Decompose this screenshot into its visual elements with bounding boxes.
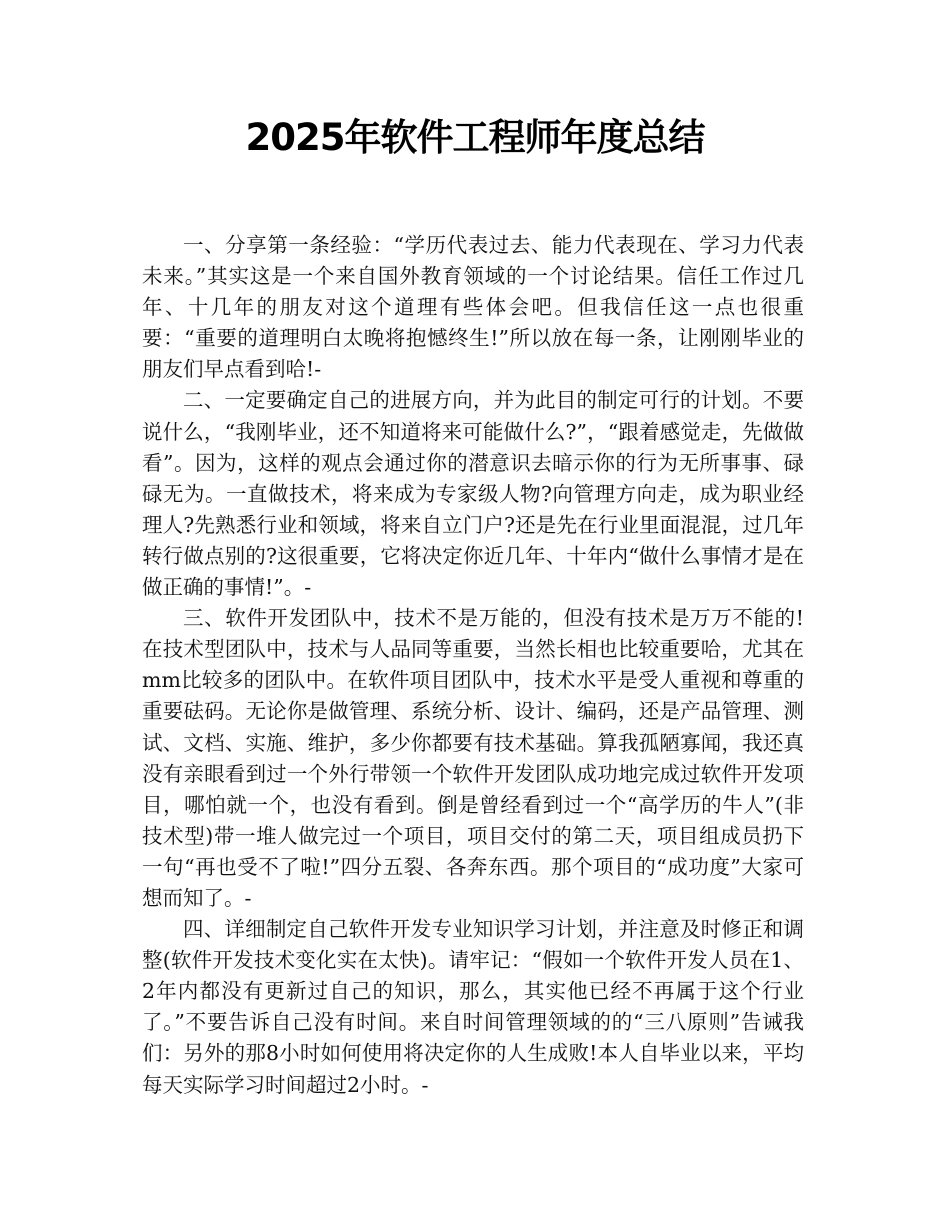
paragraph-1: 一、分享第一条经验：“学历代表过去、能力代表现在、学习力代表未来。”其实这是一个来自国外教育领域的一个讨论结果。信任工作过几年、十几年的朋友对这个道理有些体会吧。但我信任这一点也很重要：“重要的道理明白太晚将抱憾终生!”所以放在每一条，让刚刚毕业的朋友们早点看到哈!- (142, 233, 804, 382)
document-body (142, 230, 804, 1101)
document-title: 2025年软件工程师年度总结 (245, 116, 705, 159)
paragraph-4: 四、详细制定自己软件开发专业知识学习计划，并注意及时修正和调整(软件开发技术变化实在太快)。请牢记：“假如一个软件开发人员在1、2年内都没有更新过自己的知识，那么，其实他已经不再属于这个行业了。”不要告诉自己没有时间。来自时间管理领域的的“三八原则”告诫我们：另外的那8小时如何使用将决定你的人生成败!本人自毕业以来，平均每天实际学习时间超过2小时。- (142, 917, 804, 1097)
paragraph-2: 二、一定要确定自己的进展方向，并为此目的制定可行的计划。不要说什么，“我刚毕业，还不知道将来可能做什么?”，“跟着感觉走，先做做看”。因为，这样的观点会通过你的潜意识去暗示你的行为无所事事、碌碌无为。一直做技术，将来成为专家级人物?向管理方向走，成为职业经理人?先熟悉行业和领域，将来自立门户?还是先在行业里面混混，过几年转行做点别的?这很重要，它将决定你近几年、十年内“做什么事情才是在做正确的事情!”。- (142, 388, 804, 600)
paragraph-3: 三、软件开发团队中，技术不是万能的，但没有技术是万万不能的!在技术型团队中，技术与人品同等重要，当然长相也比较重要哈，尤其在mm比较多的团队中。在软件项目团队中，技术水平是受人重视和尊重的重要砝码。无论你是做管理、系统分析、设计、编码，还是产品管理、测试、文档、实施、维护，多少你都要有技术基础。算我孤陋寡闻，我还真没有亲眼看到过一个外行带领一个软件开发团队成功地完成过软件开发项目，哪怕就一个，也没有看到。倒是曾经看到过一个“高学历的牛人”(非技术型)带一堆人做完过一个项目，项目交付的第二天，项目组成员扔下一句“再也受不了啦!”四分五裂、各奔东西。那个项目的“成功度”大家可想而知了。- (142, 606, 804, 910)
